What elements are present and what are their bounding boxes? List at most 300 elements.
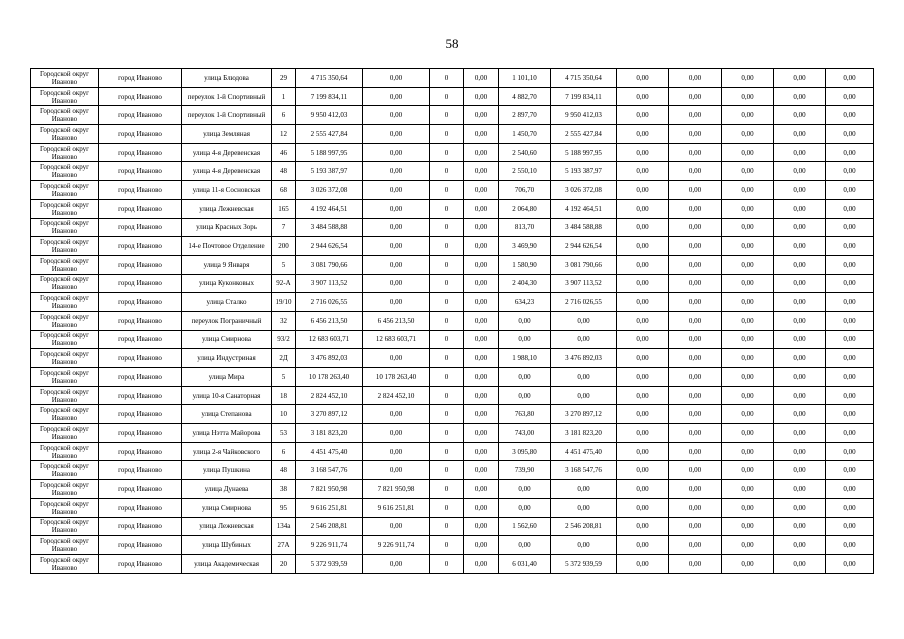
settlement-cell: город Иваново: [99, 424, 182, 443]
count-a-cell: 0: [430, 274, 464, 293]
settlement-cell: город Иваново: [99, 368, 182, 387]
table-body: [31, 69, 874, 574]
cost-c-cell: 3 026 372,08: [551, 181, 617, 200]
cost-d-cell: 0,00: [617, 199, 669, 218]
cost-b-cell: 0,00: [464, 424, 499, 443]
cost-c-cell: 0,00: [551, 368, 617, 387]
cost-e-cell: 0,00: [669, 330, 722, 349]
cost-e-cell: 0,00: [669, 218, 722, 237]
house-number-cell: 93/2: [272, 330, 296, 349]
cost-g-cell: 0,00: [774, 424, 826, 443]
cost-h-cell: 0,00: [826, 368, 874, 387]
settlement-cell: город Иваново: [99, 199, 182, 218]
cost-h-cell: 0,00: [826, 199, 874, 218]
cost-f-cell: 0,00: [722, 311, 774, 330]
municipality-cell: Городской округ Иваново: [31, 405, 99, 424]
settlement-cell: город Иваново: [99, 536, 182, 555]
table-row: [31, 87, 874, 106]
cost-a-cell: 0,00: [363, 554, 430, 573]
cost-c-cell: 2 944 626,54: [551, 237, 617, 256]
settlement-cell: город Иваново: [99, 125, 182, 144]
count-a-cell: 0: [430, 199, 464, 218]
cost-c-cell: 0,00: [551, 386, 617, 405]
house-number-cell: 6: [272, 106, 296, 125]
cost-c-cell: 3 181 823,20: [551, 424, 617, 443]
cost-a-cell: 0,00: [363, 106, 430, 125]
table-row: [31, 218, 874, 237]
area-cell: 2 897,70: [499, 106, 551, 125]
cost-h-cell: 0,00: [826, 480, 874, 499]
cost-g-cell: 0,00: [774, 498, 826, 517]
settlement-cell: город Иваново: [99, 498, 182, 517]
cost-d-cell: 0,00: [617, 106, 669, 125]
municipality-cell: Городской округ Иваново: [31, 87, 99, 106]
cost-g-cell: 0,00: [774, 405, 826, 424]
count-a-cell: 0: [430, 106, 464, 125]
cost-h-cell: 0,00: [826, 349, 874, 368]
cost-b-cell: 0,00: [464, 554, 499, 573]
cost-b-cell: 0,00: [464, 106, 499, 125]
municipality-cell: Городской округ Иваново: [31, 255, 99, 274]
municipality-cell: Городской округ Иваново: [31, 424, 99, 443]
cost-h-cell: 0,00: [826, 274, 874, 293]
street-cell: улица 4-я Деревенская: [182, 143, 272, 162]
cost-f-cell: 0,00: [722, 125, 774, 144]
table-row: [31, 293, 874, 312]
total-cost-cell: 5 193 387,97: [296, 162, 363, 181]
area-cell: 6 031,40: [499, 554, 551, 573]
settlement-cell: город Иваново: [99, 554, 182, 573]
table-row: [31, 237, 874, 256]
cost-c-cell: 3 270 897,12: [551, 405, 617, 424]
count-a-cell: 0: [430, 517, 464, 536]
settlement-cell: город Иваново: [99, 442, 182, 461]
house-number-cell: 165: [272, 199, 296, 218]
cost-d-cell: 0,00: [617, 442, 669, 461]
cost-d-cell: 0,00: [617, 143, 669, 162]
cost-e-cell: 0,00: [669, 480, 722, 499]
cost-f-cell: 0,00: [722, 162, 774, 181]
cost-h-cell: 0,00: [826, 554, 874, 573]
cost-e-cell: 0,00: [669, 498, 722, 517]
house-number-cell: 32: [272, 311, 296, 330]
municipality-cell: Городской округ Иваново: [31, 69, 99, 88]
street-cell: улица Сталко: [182, 293, 272, 312]
total-cost-cell: 3 181 823,20: [296, 424, 363, 443]
table-row: [31, 368, 874, 387]
cost-h-cell: 0,00: [826, 424, 874, 443]
street-cell: улица Академическая: [182, 554, 272, 573]
cost-d-cell: 0,00: [617, 218, 669, 237]
cost-c-cell: 2 555 427,84: [551, 125, 617, 144]
count-a-cell: 0: [430, 349, 464, 368]
cost-e-cell: 0,00: [669, 517, 722, 536]
count-a-cell: 0: [430, 330, 464, 349]
settlement-cell: город Иваново: [99, 106, 182, 125]
table-row: [31, 517, 874, 536]
cost-b-cell: 0,00: [464, 199, 499, 218]
street-cell: улица 11-я Сосновская: [182, 181, 272, 200]
settlement-cell: город Иваново: [99, 517, 182, 536]
cost-f-cell: 0,00: [722, 442, 774, 461]
cost-f-cell: 0,00: [722, 554, 774, 573]
total-cost-cell: 3 907 113,52: [296, 274, 363, 293]
settlement-cell: город Иваново: [99, 181, 182, 200]
street-cell: улица Пушкина: [182, 461, 272, 480]
cost-g-cell: 0,00: [774, 237, 826, 256]
cost-b-cell: 0,00: [464, 349, 499, 368]
cost-e-cell: 0,00: [669, 199, 722, 218]
cost-a-cell: 0,00: [363, 69, 430, 88]
cost-d-cell: 0,00: [617, 237, 669, 256]
count-a-cell: 0: [430, 405, 464, 424]
cost-d-cell: 0,00: [617, 424, 669, 443]
cost-e-cell: 0,00: [669, 311, 722, 330]
cost-f-cell: 0,00: [722, 274, 774, 293]
cost-f-cell: 0,00: [722, 106, 774, 125]
total-cost-cell: 4 451 475,40: [296, 442, 363, 461]
cost-g-cell: 0,00: [774, 125, 826, 144]
cost-d-cell: 0,00: [617, 517, 669, 536]
cost-b-cell: 0,00: [464, 125, 499, 144]
cost-a-cell: 0,00: [363, 143, 430, 162]
total-cost-cell: 3 168 547,76: [296, 461, 363, 480]
cost-e-cell: 0,00: [669, 255, 722, 274]
cost-f-cell: 0,00: [722, 330, 774, 349]
area-cell: 3 469,90: [499, 237, 551, 256]
table-row: [31, 480, 874, 499]
area-cell: 2 550,10: [499, 162, 551, 181]
total-cost-cell: 5 372 939,59: [296, 554, 363, 573]
settlement-cell: город Иваново: [99, 405, 182, 424]
cost-c-cell: 3 168 547,76: [551, 461, 617, 480]
cost-f-cell: 0,00: [722, 237, 774, 256]
cost-a-cell: 0,00: [363, 218, 430, 237]
cost-d-cell: 0,00: [617, 293, 669, 312]
municipality-cell: Городской округ Иваново: [31, 199, 99, 218]
cost-g-cell: 0,00: [774, 293, 826, 312]
house-number-cell: 2Д: [272, 349, 296, 368]
cost-d-cell: 0,00: [617, 386, 669, 405]
cost-f-cell: 0,00: [722, 480, 774, 499]
cost-d-cell: 0,00: [617, 405, 669, 424]
table-row: [31, 349, 874, 368]
cost-g-cell: 0,00: [774, 87, 826, 106]
municipality-cell: Городской округ Иваново: [31, 330, 99, 349]
cost-c-cell: 3 907 113,52: [551, 274, 617, 293]
table-row: [31, 162, 874, 181]
cost-h-cell: 0,00: [826, 442, 874, 461]
street-cell: переулок 1-й Спортивный: [182, 106, 272, 125]
area-cell: 1 101,10: [499, 69, 551, 88]
cost-b-cell: 0,00: [464, 218, 499, 237]
street-cell: 14-е Почтовое Отделение: [182, 237, 272, 256]
count-a-cell: 0: [430, 424, 464, 443]
cost-d-cell: 0,00: [617, 162, 669, 181]
municipality-cell: Городской округ Иваново: [31, 125, 99, 144]
cost-a-cell: 12 683 603,71: [363, 330, 430, 349]
cost-c-cell: 7 199 834,11: [551, 87, 617, 106]
cost-h-cell: 0,00: [826, 517, 874, 536]
table-row: [31, 311, 874, 330]
area-cell: 2 540,60: [499, 143, 551, 162]
cost-b-cell: 0,00: [464, 274, 499, 293]
house-number-cell: 12: [272, 125, 296, 144]
cost-a-cell: 7 821 950,98: [363, 480, 430, 499]
settlement-cell: город Иваново: [99, 237, 182, 256]
street-cell: улица Куконковых: [182, 274, 272, 293]
table-row: [31, 405, 874, 424]
settlement-cell: город Иваново: [99, 143, 182, 162]
cost-c-cell: 3 476 892,03: [551, 349, 617, 368]
cost-b-cell: 0,00: [464, 517, 499, 536]
cost-c-cell: 4 192 464,51: [551, 199, 617, 218]
total-cost-cell: 7 821 950,98: [296, 480, 363, 499]
street-cell: улица Индустриная: [182, 349, 272, 368]
settlement-cell: город Иваново: [99, 461, 182, 480]
cost-g-cell: 0,00: [774, 442, 826, 461]
total-cost-cell: 9 616 251,81: [296, 498, 363, 517]
cost-a-cell: 0,00: [363, 255, 430, 274]
count-a-cell: 0: [430, 368, 464, 387]
cost-e-cell: 0,00: [669, 143, 722, 162]
municipality-cell: Городской округ Иваново: [31, 237, 99, 256]
cost-a-cell: 0,00: [363, 517, 430, 536]
table-row: [31, 424, 874, 443]
house-number-cell: 48: [272, 461, 296, 480]
cost-h-cell: 0,00: [826, 181, 874, 200]
cost-g-cell: 0,00: [774, 143, 826, 162]
municipality-cell: Городской округ Иваново: [31, 162, 99, 181]
cost-d-cell: 0,00: [617, 554, 669, 573]
cost-e-cell: 0,00: [669, 386, 722, 405]
municipality-cell: Городской округ Иваново: [31, 442, 99, 461]
cost-e-cell: 0,00: [669, 237, 722, 256]
table-row: [31, 69, 874, 88]
cost-a-cell: 0,00: [363, 274, 430, 293]
cost-a-cell: 10 178 263,40: [363, 368, 430, 387]
area-cell: 706,70: [499, 181, 551, 200]
cost-h-cell: 0,00: [826, 237, 874, 256]
house-number-cell: 92-А: [272, 274, 296, 293]
cost-b-cell: 0,00: [464, 162, 499, 181]
settlement-cell: город Иваново: [99, 293, 182, 312]
count-a-cell: 0: [430, 293, 464, 312]
house-number-cell: 200: [272, 237, 296, 256]
cost-b-cell: 0,00: [464, 368, 499, 387]
table-row: [31, 461, 874, 480]
count-a-cell: 0: [430, 237, 464, 256]
settlement-cell: город Иваново: [99, 69, 182, 88]
house-number-cell: 19/10: [272, 293, 296, 312]
count-a-cell: 0: [430, 162, 464, 181]
cost-c-cell: 0,00: [551, 480, 617, 499]
area-cell: 0,00: [499, 536, 551, 555]
cost-a-cell: 0,00: [363, 405, 430, 424]
cost-e-cell: 0,00: [669, 162, 722, 181]
cost-b-cell: 0,00: [464, 480, 499, 499]
street-cell: улица 4-я Деревенская: [182, 162, 272, 181]
cost-b-cell: 0,00: [464, 311, 499, 330]
cost-a-cell: 9 616 251,81: [363, 498, 430, 517]
cost-f-cell: 0,00: [722, 181, 774, 200]
cost-g-cell: 0,00: [774, 218, 826, 237]
municipality-cell: Городской округ Иваново: [31, 461, 99, 480]
municipality-cell: Городской округ Иваново: [31, 349, 99, 368]
table-row: [31, 330, 874, 349]
municipality-cell: Городской округ Иваново: [31, 480, 99, 499]
cost-h-cell: 0,00: [826, 311, 874, 330]
table-row: [31, 106, 874, 125]
count-a-cell: 0: [430, 125, 464, 144]
house-number-cell: 38: [272, 480, 296, 499]
total-cost-cell: 2 555 427,84: [296, 125, 363, 144]
cost-g-cell: 0,00: [774, 199, 826, 218]
cost-f-cell: 0,00: [722, 498, 774, 517]
cost-g-cell: 0,00: [774, 181, 826, 200]
total-cost-cell: 3 026 372,08: [296, 181, 363, 200]
cost-b-cell: 0,00: [464, 69, 499, 88]
settlement-cell: город Иваново: [99, 386, 182, 405]
street-cell: улица Степанова: [182, 405, 272, 424]
count-a-cell: 0: [430, 255, 464, 274]
cost-a-cell: 0,00: [363, 199, 430, 218]
settlement-cell: город Иваново: [99, 480, 182, 499]
count-a-cell: 0: [430, 442, 464, 461]
street-cell: улица 2-я Чайковского: [182, 442, 272, 461]
cost-h-cell: 0,00: [826, 330, 874, 349]
cost-f-cell: 0,00: [722, 293, 774, 312]
settlement-cell: город Иваново: [99, 330, 182, 349]
cost-g-cell: 0,00: [774, 255, 826, 274]
total-cost-cell: 4 715 350,64: [296, 69, 363, 88]
cost-g-cell: 0,00: [774, 480, 826, 499]
cost-d-cell: 0,00: [617, 330, 669, 349]
cost-b-cell: 0,00: [464, 330, 499, 349]
cost-f-cell: 0,00: [722, 199, 774, 218]
cost-f-cell: 0,00: [722, 349, 774, 368]
settlement-cell: город Иваново: [99, 311, 182, 330]
total-cost-cell: 2 824 452,10: [296, 386, 363, 405]
area-cell: 2 404,30: [499, 274, 551, 293]
house-number-cell: 134а: [272, 517, 296, 536]
street-cell: улица Смирнова: [182, 330, 272, 349]
table-row: [31, 181, 874, 200]
cost-g-cell: 0,00: [774, 274, 826, 293]
count-a-cell: 0: [430, 181, 464, 200]
area-cell: 1 450,70: [499, 125, 551, 144]
cost-f-cell: 0,00: [722, 424, 774, 443]
cost-h-cell: 0,00: [826, 293, 874, 312]
cost-b-cell: 0,00: [464, 237, 499, 256]
cost-b-cell: 0,00: [464, 536, 499, 555]
count-a-cell: 0: [430, 554, 464, 573]
cost-f-cell: 0,00: [722, 386, 774, 405]
total-cost-cell: 3 270 897,12: [296, 405, 363, 424]
cost-a-cell: 0,00: [363, 293, 430, 312]
cost-g-cell: 0,00: [774, 368, 826, 387]
cost-a-cell: 0,00: [363, 87, 430, 106]
municipality-cell: Городской округ Иваново: [31, 181, 99, 200]
cost-g-cell: 0,00: [774, 106, 826, 125]
table-row: [31, 274, 874, 293]
count-a-cell: 0: [430, 218, 464, 237]
settlement-cell: город Иваново: [99, 218, 182, 237]
cost-c-cell: 0,00: [551, 498, 617, 517]
cost-e-cell: 0,00: [669, 368, 722, 387]
cost-f-cell: 0,00: [722, 218, 774, 237]
area-cell: 1 580,90: [499, 255, 551, 274]
cost-d-cell: 0,00: [617, 349, 669, 368]
house-number-cell: 53: [272, 424, 296, 443]
count-a-cell: 0: [430, 480, 464, 499]
count-a-cell: 0: [430, 311, 464, 330]
table-row: [31, 125, 874, 144]
area-cell: 763,80: [499, 405, 551, 424]
municipality-cell: Городской округ Иваново: [31, 386, 99, 405]
cost-e-cell: 0,00: [669, 293, 722, 312]
house-number-cell: 18: [272, 386, 296, 405]
cost-g-cell: 0,00: [774, 69, 826, 88]
table-row: [31, 386, 874, 405]
cost-g-cell: 0,00: [774, 517, 826, 536]
cost-e-cell: 0,00: [669, 106, 722, 125]
municipality-cell: Городской округ Иваново: [31, 274, 99, 293]
street-cell: переулок 1-й Спортивный: [182, 87, 272, 106]
page-number: 58: [445, 36, 459, 51]
cost-h-cell: 0,00: [826, 536, 874, 555]
cost-g-cell: 0,00: [774, 349, 826, 368]
cost-c-cell: 4 451 475,40: [551, 442, 617, 461]
total-cost-cell: 9 226 911,74: [296, 536, 363, 555]
municipality-cell: Городской округ Иваново: [31, 368, 99, 387]
cost-d-cell: 0,00: [617, 255, 669, 274]
total-cost-cell: 12 683 603,71: [296, 330, 363, 349]
cost-c-cell: 2 716 026,55: [551, 293, 617, 312]
settlement-cell: город Иваново: [99, 349, 182, 368]
cost-c-cell: 0,00: [551, 536, 617, 555]
count-a-cell: 0: [430, 536, 464, 555]
cost-d-cell: 0,00: [617, 125, 669, 144]
count-a-cell: 0: [430, 461, 464, 480]
cost-h-cell: 0,00: [826, 405, 874, 424]
cost-d-cell: 0,00: [617, 274, 669, 293]
table-row: [31, 498, 874, 517]
total-cost-cell: 6 456 213,50: [296, 311, 363, 330]
total-cost-cell: 9 950 412,03: [296, 106, 363, 125]
cost-a-cell: 9 226 911,74: [363, 536, 430, 555]
house-number-cell: 7: [272, 218, 296, 237]
cost-h-cell: 0,00: [826, 498, 874, 517]
cost-d-cell: 0,00: [617, 311, 669, 330]
cost-c-cell: 5 193 387,97: [551, 162, 617, 181]
cost-f-cell: 0,00: [722, 368, 774, 387]
cost-g-cell: 0,00: [774, 162, 826, 181]
cost-c-cell: 5 372 939,59: [551, 554, 617, 573]
cost-a-cell: 6 456 213,50: [363, 311, 430, 330]
house-number-cell: 1: [272, 87, 296, 106]
total-cost-cell: 2 546 208,81: [296, 517, 363, 536]
cost-h-cell: 0,00: [826, 386, 874, 405]
house-number-cell: 5: [272, 255, 296, 274]
cost-h-cell: 0,00: [826, 106, 874, 125]
table-row: [31, 554, 874, 573]
house-number-cell: 68: [272, 181, 296, 200]
cost-d-cell: 0,00: [617, 536, 669, 555]
total-cost-cell: 4 192 464,51: [296, 199, 363, 218]
cost-h-cell: 0,00: [826, 87, 874, 106]
table-row: [31, 255, 874, 274]
